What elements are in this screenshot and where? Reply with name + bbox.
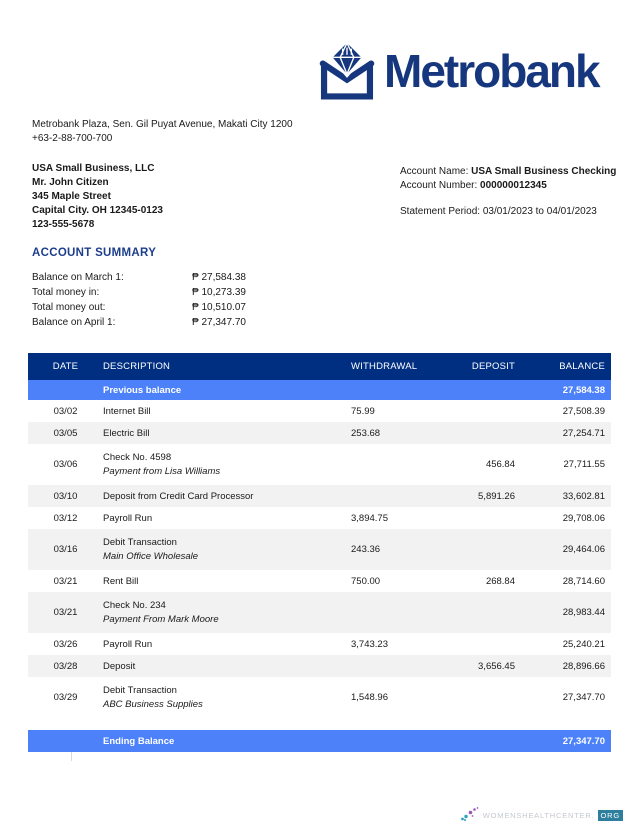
cell-withdrawal: 3,743.23: [351, 638, 388, 650]
cell-date: 03/29: [53, 692, 78, 703]
table-row: [28, 507, 611, 529]
table-row: [28, 677, 611, 718]
metrobank-logo: [316, 40, 599, 102]
description-text: Debit Transaction: [103, 685, 177, 696]
sparkle-icon: [460, 806, 480, 824]
cell-balance: 29,464.06: [562, 544, 605, 555]
cell-withdrawal: 3,894.75: [351, 512, 388, 524]
cell-withdrawal: 1,548.96: [351, 692, 388, 703]
cell-withdrawal: 253.68: [351, 427, 381, 439]
cell-balance: 27,508.39: [562, 405, 605, 417]
ending-balance-label: Ending Balance: [103, 735, 175, 747]
table-row: [28, 592, 611, 633]
cell-date: 03/21: [53, 607, 78, 618]
statement-period-line: [400, 205, 616, 219]
table-row: [28, 444, 611, 485]
cell-description: [103, 513, 351, 524]
description-note: Payment from Lisa Williams: [103, 466, 221, 477]
cell-deposit: 268.84: [485, 575, 515, 587]
cell-balance: 33,602.81: [562, 490, 605, 502]
cell-date: 03/05: [53, 427, 78, 439]
description-note: Payment From Mark Moore: [103, 614, 219, 625]
cell-withdrawal: 243.36: [351, 544, 381, 555]
site-watermark: [460, 806, 623, 824]
bank-address: [32, 118, 293, 146]
description-text: Debit Transaction: [103, 537, 177, 548]
previous-balance-label: Previous balance: [103, 384, 182, 396]
header-balance: BALANCE: [559, 361, 605, 372]
description-text: Check No. 4598: [103, 452, 172, 463]
cell-balance: 29,708.06: [562, 512, 605, 524]
cell-balance: 25,240.21: [562, 638, 605, 650]
cell-date: 03/21: [53, 575, 78, 587]
customer-name: USA Small Business, LLC: [32, 163, 155, 174]
cell-description: [103, 639, 351, 650]
account-number-line: [400, 179, 616, 193]
cell-deposit: 5,891.26: [478, 490, 515, 502]
header-deposit: DEPOSIT: [471, 361, 515, 372]
account-name-line: [400, 165, 616, 179]
cell-description: [103, 428, 351, 439]
account-name-label: Account Name:: [400, 166, 472, 177]
cell-description: [103, 537, 351, 562]
customer-address: [32, 162, 163, 232]
statement-period-label: Statement Period:: [400, 206, 483, 217]
cell-balance: 28,896.66: [562, 660, 605, 672]
header-withdrawal: WITHDRAWAL: [351, 361, 418, 372]
cell-balance: 28,983.44: [562, 607, 605, 618]
cell-date: 03/06: [53, 459, 78, 470]
cell-withdrawal: 75.99: [351, 405, 375, 417]
description-text: Rent Bill: [103, 575, 139, 587]
table-header-row: [28, 353, 611, 380]
description-text: Payroll Run: [103, 512, 153, 524]
table-row: [28, 633, 611, 655]
customer-contact: Mr. John Citizen: [32, 177, 109, 188]
summary-value: ₱ 10,510.07: [192, 302, 246, 313]
previous-balance-value: 27,584.38: [562, 384, 605, 396]
watermark-text: WOMENSHEALTHCENTER.: [482, 810, 595, 820]
cell-date: 03/16: [53, 544, 78, 555]
cell-date: 03/02: [53, 405, 78, 417]
header-description: DESCRIPTION: [103, 361, 171, 372]
table-row: [28, 529, 611, 570]
description-text: Payroll Run: [103, 638, 153, 650]
description-text: Electric Bill: [103, 427, 150, 439]
cell-balance: 27,711.55: [563, 459, 605, 470]
cell-description: [103, 452, 351, 477]
ending-balance-row: [28, 730, 611, 752]
summary-label: Balance on April 1:: [32, 317, 116, 328]
account-name-value: USA Small Business Checking: [471, 166, 617, 177]
cell-date: 03/28: [53, 660, 78, 672]
column-border-artifact: [71, 752, 72, 761]
transactions-table: [28, 353, 611, 752]
summary-label: Total money in:: [32, 287, 100, 298]
cell-description: [103, 661, 351, 672]
cell-deposit: 456.84: [485, 459, 515, 470]
description-text: Deposit: [103, 660, 136, 672]
summary-value: ₱ 27,584.38: [192, 272, 246, 283]
summary-value: ₱ 27,347.70: [192, 317, 246, 328]
bank-address-line1: Metrobank Plaza, Sen. Gil Puyat Avenue, Makati City 1200: [32, 119, 293, 130]
description-text: Deposit from Credit Card Processor: [103, 490, 254, 502]
summary-row: [32, 285, 246, 300]
cell-description: [103, 685, 351, 710]
transaction-rows: [28, 400, 611, 718]
header-date: DATE: [52, 361, 79, 372]
account-number-label: Account Number:: [400, 180, 481, 191]
cell-balance: 27,254.71: [562, 427, 605, 439]
account-info: [400, 165, 616, 219]
bank-phone: +63-2-88-700-700: [32, 133, 113, 144]
cell-withdrawal: 750.00: [351, 575, 381, 587]
cell-description: [103, 491, 351, 502]
table-row: [28, 570, 611, 592]
table-row: [28, 655, 611, 677]
cell-balance: 28,714.60: [562, 575, 605, 587]
summary-row: [32, 270, 246, 285]
table-row: [28, 485, 611, 507]
description-text: Check No. 234: [103, 600, 166, 611]
customer-phone: 123-555-5678: [32, 219, 95, 230]
summary-label: Total money out:: [32, 302, 106, 313]
cell-deposit: 3,656.45: [478, 660, 515, 672]
summary-row: [32, 300, 246, 315]
metrobank-logo-icon: [316, 40, 378, 102]
table-row: [28, 400, 611, 422]
account-summary-title: ACCOUNT SUMMARY: [32, 247, 157, 259]
cell-date: 03/12: [53, 512, 78, 524]
account-summary: [32, 270, 246, 330]
summary-label: Balance on March 1:: [32, 272, 124, 283]
summary-row: [32, 315, 246, 330]
description-note: Main Office Wholesale: [103, 551, 199, 562]
cell-description: [103, 406, 351, 417]
account-number-value: 000000012345: [480, 180, 547, 191]
cell-date: 03/26: [53, 638, 78, 650]
description-note: ABC Business Supplies: [103, 699, 203, 710]
customer-street: 345 Maple Street: [32, 191, 111, 202]
description-text: Internet Bill: [103, 405, 151, 417]
cell-description: [103, 600, 351, 625]
cell-balance: 27,347.70: [562, 692, 605, 703]
customer-city: Capital City. OH 12345-0123: [32, 205, 163, 216]
previous-balance-row: [28, 380, 611, 400]
ending-balance-value: 27,347.70: [562, 735, 605, 747]
summary-value: ₱ 10,273.39: [192, 287, 246, 298]
brand-wordmark: Metrobank: [384, 45, 599, 97]
statement-period-value: 03/01/2023 to 04/01/2023: [482, 206, 597, 217]
cell-date: 03/10: [53, 490, 78, 502]
table-row: [28, 422, 611, 444]
cell-description: [103, 576, 351, 587]
watermark-org-badge: ORG: [598, 810, 623, 821]
